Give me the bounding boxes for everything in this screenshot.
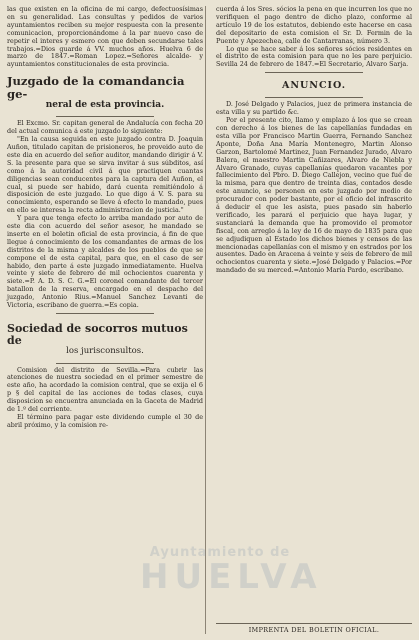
anuncio-paragraph-2: Por el presente cito, llamo y emplazo á los que se crean con derecho á los bienes de las capellanías fundadas en esta villa por Francisco Martin Guerra, Fernando Sanchez Aponte, Doña Ana María Montenegro, Martin Alonso Garzon, Bartolomé Martinez, Juan Fernandez Jurado, Alvaro Balera, el maestro Martin Cañizares, Alvaro de Niebla y Alvaro Granado, cuyas capellanías quedaron vacantes por fallecimiento del Pbro. D. Diego Callejon, vecino que fué de la misma, para que dentro de treinta dias, contados desde este anuncio, se personen en este juzgado por medio de procurador con poder bastante, por el oficio del infrascrito á deducir el que les asista, pues pasado sin haberlo verificado, les parará el perjuicio que haya lugar, y sustanciará la demanda que ha promovido el promotor fiscal, con arreglo á la ley de 16 de mayo de 1835 para que se adjudiquen al Estado los dichos bienes y censos de las mencionadas capellanías con el mismo y en estrados por los ausentes. Dado en Aracena á veinte y seis de febrero de mil ochocientos cuarenta y siete.=José Delgado y Palacios.=Por mandado de su merced.=Antonio María Pardo, escribano. <box>216 116 412 275</box>
sociedad-paragraph-1: Comision del distrito de Sevilla.=Para cubrir las atenciones de nuestra sociedad en el primer semestre de este año, ha acordado la comision central, que se exija el 6 p § del capital de las acciones de todas clases, cuya disposicion se encuentra anunciada en la Gaceta de Madrid de 1.º del corriente. <box>7 365 203 414</box>
section-title-sociedad-line2: los jurisconsultos. <box>66 346 144 356</box>
section-divider <box>56 116 154 117</box>
section-title-sociedad <box>7 323 203 357</box>
right-column <box>214 6 412 634</box>
watermark-line2: HUELVA <box>140 557 323 597</box>
section-title-juzgado-line1: Juzgado de la comandancia ge- <box>7 74 185 101</box>
section-divider <box>56 313 154 314</box>
section-title-juzgado-line2: neral de esta provincia. <box>45 100 165 111</box>
section-divider <box>56 363 154 364</box>
watermark-line1: Ayuntamiento de <box>149 545 291 560</box>
juzgado-paragraph-3: Y para que tenga efecto lo arriba mandado por auto de este dia con acuerdo del señor asesor, he mandado se inserte en el boletin oficial de esta provincia, á fin de que llegue á conocimiento de los comandantes de armas de los distritos de la misma y alcaldes de los pueblos de que se compone el de esta capital, para que, en el caso de ser habido, den parte á este juzgado inmediatamente. Huelva veinte y siete de febrero de mil ochocientos cuarenta y siete.=P. A. D. S. C. G.=El coronel comandante del tercer batallon de la reserva, encargado en el despacho del juzgado, Antonio Rius.=Manuel Sanchez Levanti de Victoria, escribano de guerra.=Es copia. <box>7 214 203 310</box>
continuation-paragraph: cuerda á los Sres. sócios la pena en que incurren los que no verifiquen el pago dentro de dicho plazo, conforme al artículo 19 de los estatutos, debiendo este hacerse en casa del depositario de esta comision el Sr. D. Fermin de la Puente y Apezechea, calle de Cantarranas, número 3. <box>216 5 412 45</box>
intro-paragraph: las que existen en la oficina de mi cargo, defectuosísimas en su generalidad. Las consultas y pedidos de varios ayuntamientos reciben su mejor respuesta con la presente comunicacion, proporcionándome á la par nuevo caso de repetir el interes y esmero con que deben secundarse tales trabajos.=Dios guarde á VV. muchos años. Huelva 6 de marzo de 1847.=Roman Lopez.=Señores alcalde- y ayuntamientos constitucionales de esta provincia. <box>7 5 203 69</box>
section-divider <box>265 72 363 73</box>
imprenta-footer: IMPRENTA DEL BOLETIN OFICIAL. <box>216 623 412 634</box>
juzgado-paragraph-1: El Excmo. Sr. capitan general de Andalucía con fecha 20 del actual comunica á este juzgado lo siguiente: <box>7 119 203 136</box>
section-title-sociedad-line1: Sociedad de socorros mutuos de <box>7 322 188 347</box>
section-divider <box>265 97 363 98</box>
anuncio-title: ANUNCIO. <box>281 80 347 92</box>
sociedad-paragraph-2: El término para pagar este dividendo cumple el 30 de abril próximo, y la comision re- <box>7 412 203 429</box>
section-title-juzgado <box>7 75 203 110</box>
continuation-paragraph-2: Lo que se hace saber á los señores sócios residentes en el distrito de esta comision para que no les pare perjuicio. Sevilla 24 de febrero de 1847.=El Secretario, Alvaro Sarja. <box>216 44 412 69</box>
anuncio-paragraph-1: D. José Delgado y Palacios, juez de primera instancia de esta villa y su partido &c. <box>216 100 412 117</box>
juzgado-paragraph-2: "En la causa seguida en este juzgado contra D. Joaquin Auñon, titulado capitan de prisioneros, he proveido auto de este dia en acuerdo del señor auditor, mandando dirigir á V. S. la presente para que se sirva invitar á sus súbditos, así como á la autoridad civil á que practiquen cuantas diligencias sean conducentes para la captura del Auñon, el cual, si puede ser habido, dará cuenta remitiéndolo á disposicion de este juzgado. Lo que digo á V. S. para su conocimiento, esperando se lleve á efecto lo mandado, pues en ello se interesa la recta administracion de justicia." <box>7 135 203 215</box>
left-column <box>7 6 206 634</box>
